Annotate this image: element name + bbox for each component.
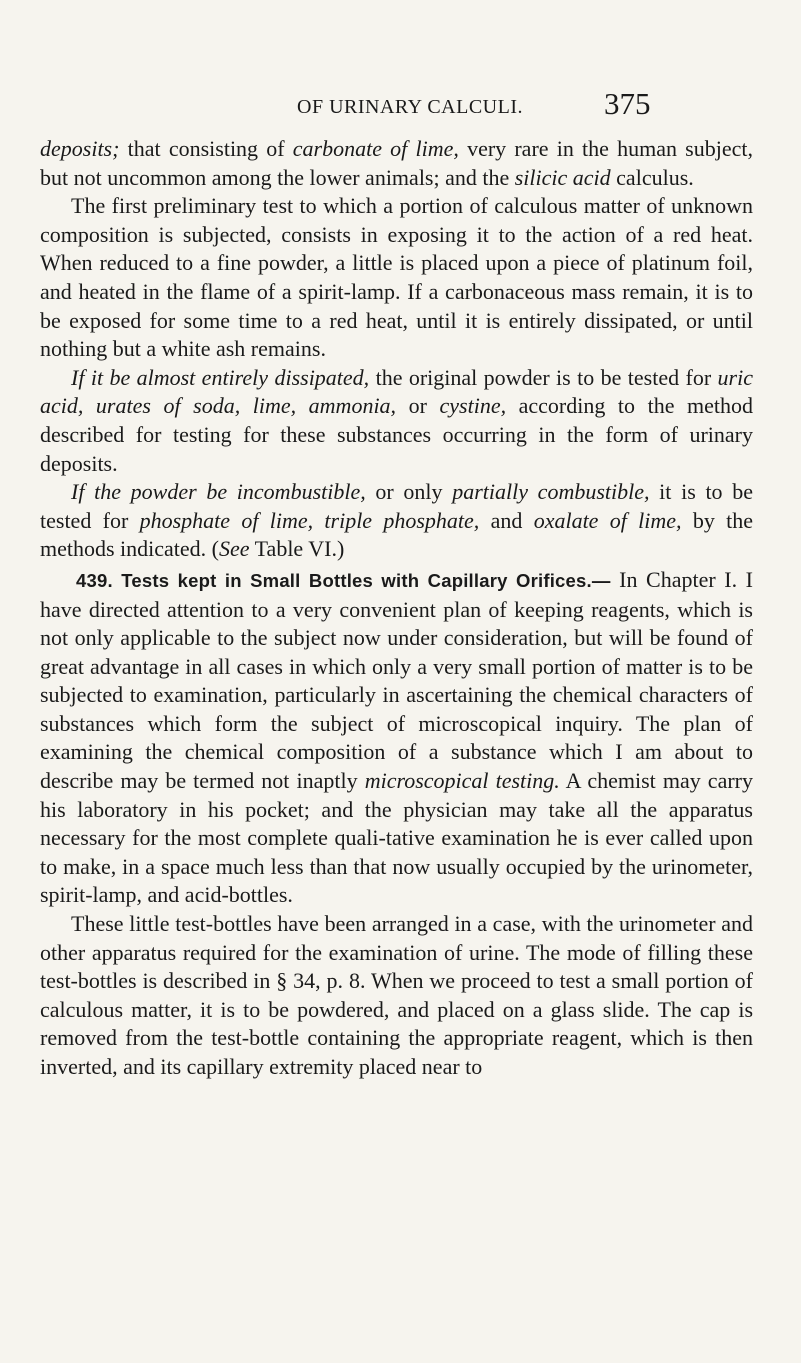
text-run: A chemist may carry his laboratory in his pocket; and the physician may take all the apparatus necessary for the most complete quali-tative examination he is ever called upon to make, in a space much less than that now usually occupied by the urinometer, spirit-lamp, and acid-bottles. <box>40 768 753 908</box>
italic-term: phosphate of lime, triple phosphate, <box>139 507 480 533</box>
paragraph-incombustible <box>40 478 753 564</box>
text-run: or <box>396 393 440 419</box>
text-run: These little test-bottles have been arranged in a case, with the urinometer and other apparatus required for the examination of urine. The mode of filling these test-bottles is described in § 34, p. 8. When we proceed to test a small portion of calculous matter, it is to be powdered, and placed on a glass slide. The cap is removed from the test-bottle containing the appropriate reagent, which is then inverted, and its capillary extremity placed near to <box>40 911 753 1079</box>
text-run: and <box>479 507 534 533</box>
text-run: very rare in the human subject, but not uncommon among the lower animals; and the <box>40 136 753 190</box>
italic-term: partially combustible, <box>452 479 650 505</box>
paragraph-preliminary-test <box>40 192 753 364</box>
paragraph-test-bottles <box>40 910 753 1082</box>
italic-term: silicic acid <box>514 164 611 190</box>
italic-term: See <box>219 536 250 562</box>
text-run: it is to be tested for <box>40 479 753 533</box>
running-head: OF URINARY CALCULI. <box>297 96 523 118</box>
italic-term: If the powder be incombustible, <box>71 479 366 505</box>
text-run: the original powder is to be tested for <box>369 364 718 390</box>
text-run: according to the method described for testing for these substances occurring in the form of urinary deposits. <box>40 393 753 476</box>
text-run: that consisting of <box>119 136 293 161</box>
page-header <box>0 88 801 128</box>
text-run: calculus. <box>610 164 694 190</box>
paragraph-dissipated <box>40 364 753 478</box>
italic-term: uric acid, urates of soda, lime, ammonia, <box>40 364 753 419</box>
italic-term: microscopical testing. <box>364 768 560 794</box>
italic-term: oxalate of lime, <box>533 507 682 533</box>
text-run: The first preliminary test to which a portion of calculous matter of unknown composition is subjected, consists in exposing it to the action of a red heat. When reduced to a fine powder, a little is placed upon a piece of platinum foil, and heated in the flame of a spirit-lamp. If a carbonaceous mass remain, it is to be exposed for some time to a red heat, until it is entirely dissipated, or until nothing but a white ash remains. <box>40 193 753 362</box>
section-heading: 439. Tests kept in Small Bottles with Capillary Orifices.— <box>76 569 611 591</box>
italic-term: carbonate of lime, <box>292 136 459 161</box>
italic-term: If it be almost entirely dissipated, <box>71 364 370 390</box>
page-number: 375 <box>604 86 651 121</box>
italic-term: cystine, <box>439 393 507 419</box>
text-run: Table VI.) <box>249 536 345 562</box>
italic-term: deposits; <box>40 136 120 161</box>
text-run: by the methods indicated. ( <box>40 507 754 562</box>
section-439 <box>40 566 753 910</box>
body-text <box>40 135 753 1082</box>
text-run: or only <box>365 479 453 505</box>
text-run: In Chapter I. I have directed attention to a very convenient plan of keeping reagents, which is not only applicable to the subject now under consideration, but will be found of great advantage in all cases in which only a very small portion of matter is to be subjected to examination, particularly in ascertaining the chemical characters of substances which form the subject of microscopical inquiry. The plan of examining the chemical composition of a substance which I am about to describe may be termed not inaptly <box>40 566 753 794</box>
paragraph-deposits <box>40 135 753 192</box>
